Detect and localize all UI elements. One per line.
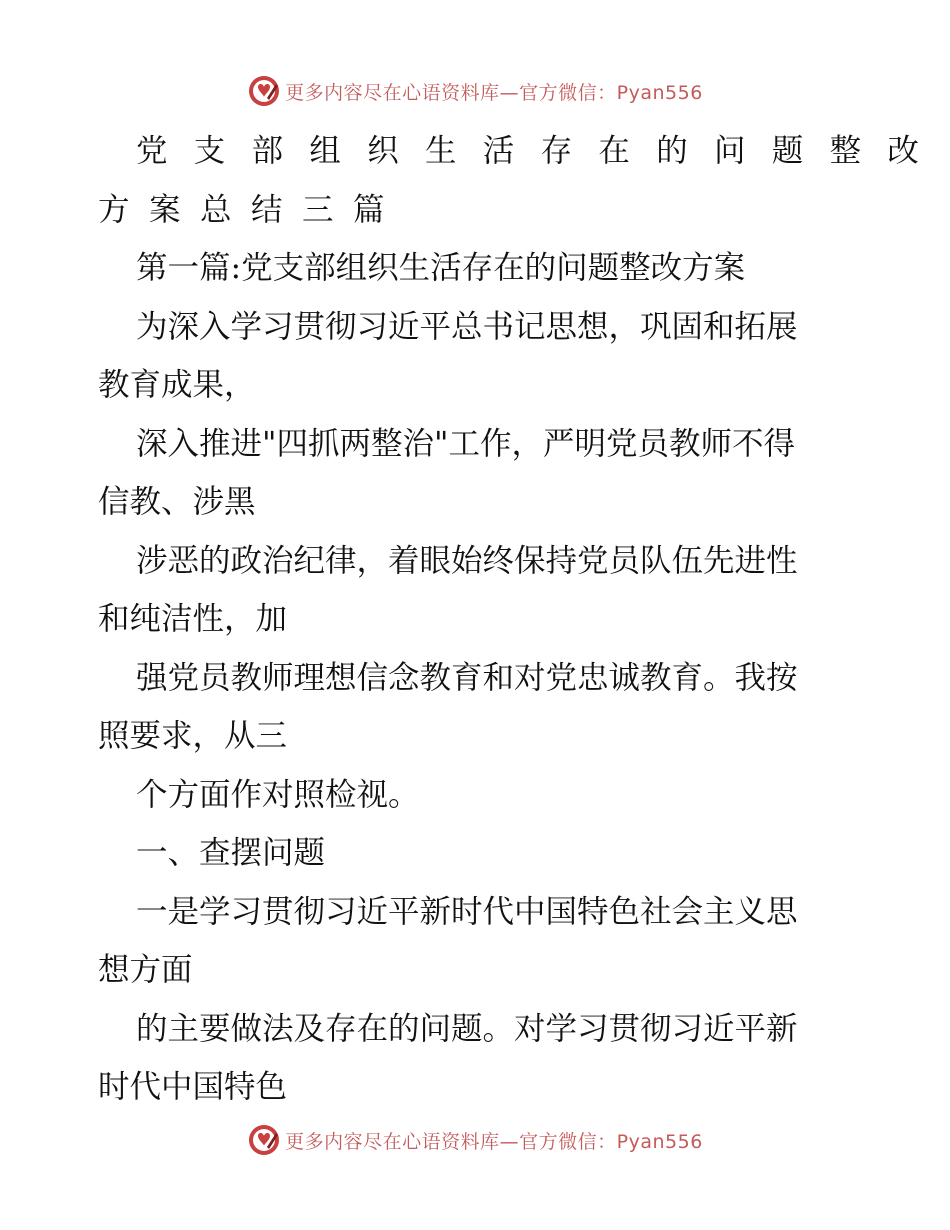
body-text-line: 信教、涉黑 bbox=[98, 484, 256, 520]
watermark-text: 更多内容尽在心语资料库—官方微信：Pyan556 bbox=[285, 1130, 703, 1153]
body-text-line: 一、查摆问题 bbox=[136, 835, 326, 871]
body-text-line: 和纯洁性，加 bbox=[98, 601, 288, 637]
document-title-line-1: 党支部组织生活存在的问题整改 bbox=[136, 133, 946, 169]
body-text-line: 照要求，从三 bbox=[98, 718, 288, 754]
body-text-line: 强党员教师理想信念教育和对党忠诚教育。我按 bbox=[136, 659, 798, 696]
body-text-line: 为深入学习贯彻习近平总书记思想，巩固和拓展 bbox=[136, 308, 798, 345]
body-text-line: 的主要做法及存在的问题。对学习贯彻习近平新 bbox=[136, 1010, 798, 1047]
watermark-top bbox=[0, 71, 950, 111]
watermark-text: 更多内容尽在心语资料库—官方微信：Pyan556 bbox=[285, 81, 703, 104]
section-heading: 第一篇:党支部组织生活存在的问题整改方案 bbox=[136, 250, 746, 286]
heart-pen-logo-icon bbox=[247, 1123, 281, 1157]
body-text-line: 个方面作对照检视。 bbox=[136, 776, 420, 813]
document-body bbox=[98, 122, 946, 1117]
body-text-line: 深入推进"四抓两整治"工作，严明党员教师不得 bbox=[136, 425, 795, 462]
watermark-bottom bbox=[0, 1120, 950, 1160]
body-text-line: 想方面 bbox=[98, 952, 193, 988]
heart-pen-logo-icon bbox=[247, 74, 281, 108]
document-title-line-2: 方案总结三篇 bbox=[98, 191, 405, 228]
body-text-line: 一是学习贯彻习近平新时代中国特色社会主义思 bbox=[136, 893, 798, 930]
body-text-line: 涉恶的政治纪律，着眼始终保持党员队伍先进性 bbox=[136, 542, 798, 579]
paragraph-lines bbox=[98, 298, 858, 1117]
body-text-line: 教育成果， bbox=[98, 367, 256, 403]
body-text-line: 时代中国特色 bbox=[98, 1069, 288, 1105]
